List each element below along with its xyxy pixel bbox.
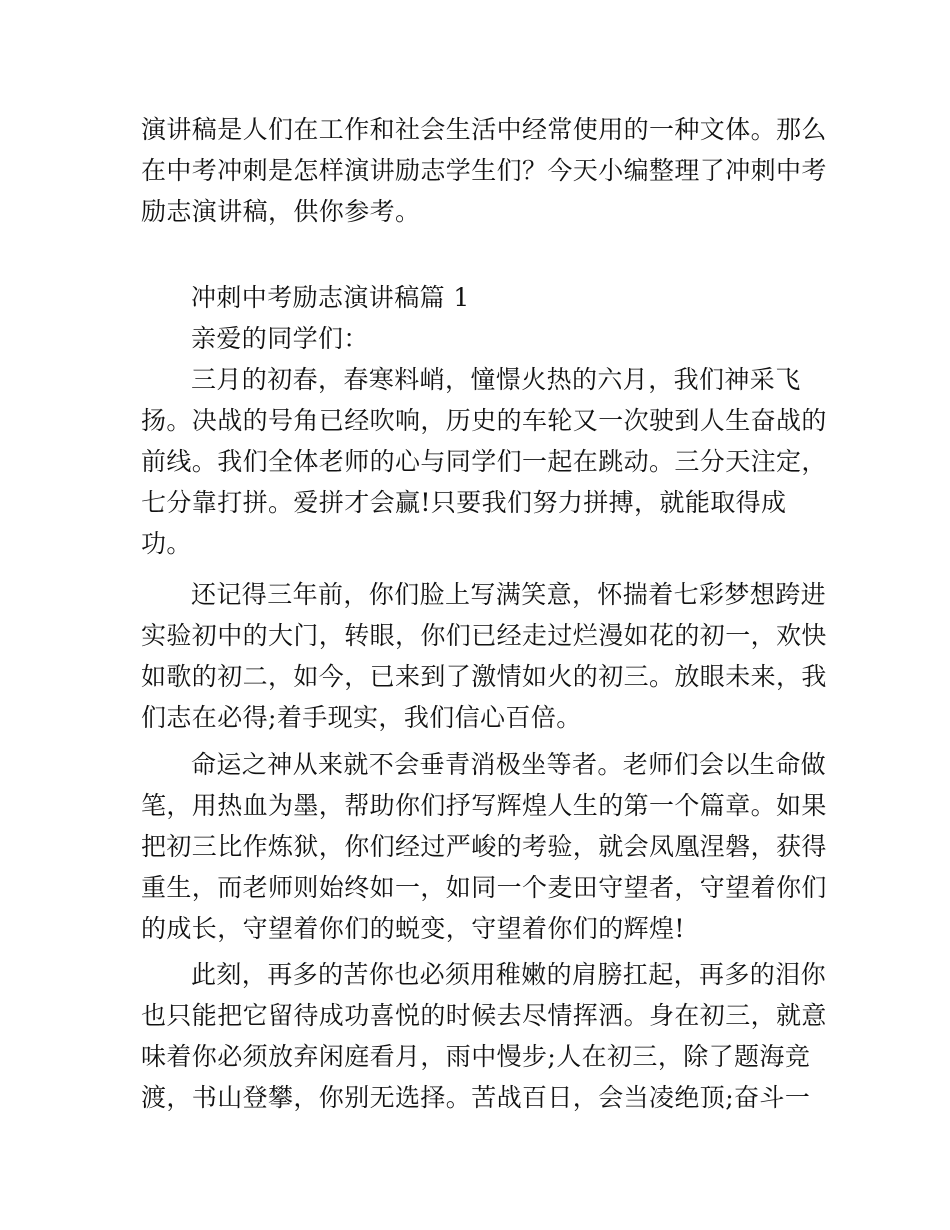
paragraph-line: 重生，而老师则始终如一，如同一个麦田守望者，守望着你们: [141, 873, 827, 902]
paragraph-line: 七分靠打拼。爱拼才会赢!只要我们努力拼搏，就能取得成: [141, 488, 787, 517]
intro-line: 在中考冲刺是怎样演讲励志学生们？今天小编整理了冲刺中考: [141, 156, 827, 185]
paragraph-line: 渡，书山登攀，你别无选择。苦战百日，会当凌绝顶;奋斗一: [141, 1083, 811, 1112]
paragraph-line: 还记得三年前，你们脸上写满笑意，怀揣着七彩梦想跨进: [191, 580, 827, 609]
paragraph-line: 实验初中的大门，转眼，你们已经走过烂漫如花的初一，欢快: [141, 621, 827, 650]
paragraph-line: 扬。决战的号角已经吹响，历史的车轮又一次驶到人生奋战的: [141, 406, 827, 435]
paragraph-line: 此刻，再多的苦你也必须用稚嫩的肩膀扛起，再多的泪你: [191, 960, 827, 989]
paragraph-line: 前线。我们全体老师的心与同学们一起在跳动。三分天注定，: [141, 447, 827, 476]
salutation: 亲爱的同学们：: [191, 324, 369, 353]
paragraph-line: 把初三比作炼狱，你们经过严峻的考验，就会凤凰涅磐，获得: [141, 832, 827, 861]
intro-line: 演讲稿是人们在工作和社会生活中经常使用的一种文体。那么: [141, 115, 827, 144]
paragraph-line: 三月的初春，春寒料峭，憧憬火热的六月，我们神采飞: [191, 365, 801, 394]
paragraph-line: 也只能把它留待成功喜悦的时候去尽情挥洒。身在初三，就意: [141, 1001, 827, 1030]
paragraph-line: 味着你必须放弃闲庭看月，雨中慢步;人在初三，除了题海竞: [141, 1042, 811, 1071]
paragraph-line: 的成长，守望着你们的蜕变，守望着你们的辉煌!: [141, 914, 685, 943]
paragraph-line: 功。: [141, 529, 192, 558]
paragraph-line: 如歌的初二，如今，已来到了激情如火的初三。放眼未来，我: [141, 662, 827, 691]
paragraph-line: 笔，用热血为墨，帮助你们抒写辉煌人生的第一个篇章。如果: [141, 791, 827, 820]
paragraph-line: 们志在必得;着手现实，我们信心百倍。: [141, 703, 582, 732]
section-title: 冲刺中考励志演讲稿篇 1: [191, 283, 470, 312]
intro-line: 励志演讲稿，供你参考。: [141, 197, 421, 226]
paragraph-line: 命运之神从来就不会垂青消极坐等者。老师们会以生命做: [191, 750, 827, 779]
